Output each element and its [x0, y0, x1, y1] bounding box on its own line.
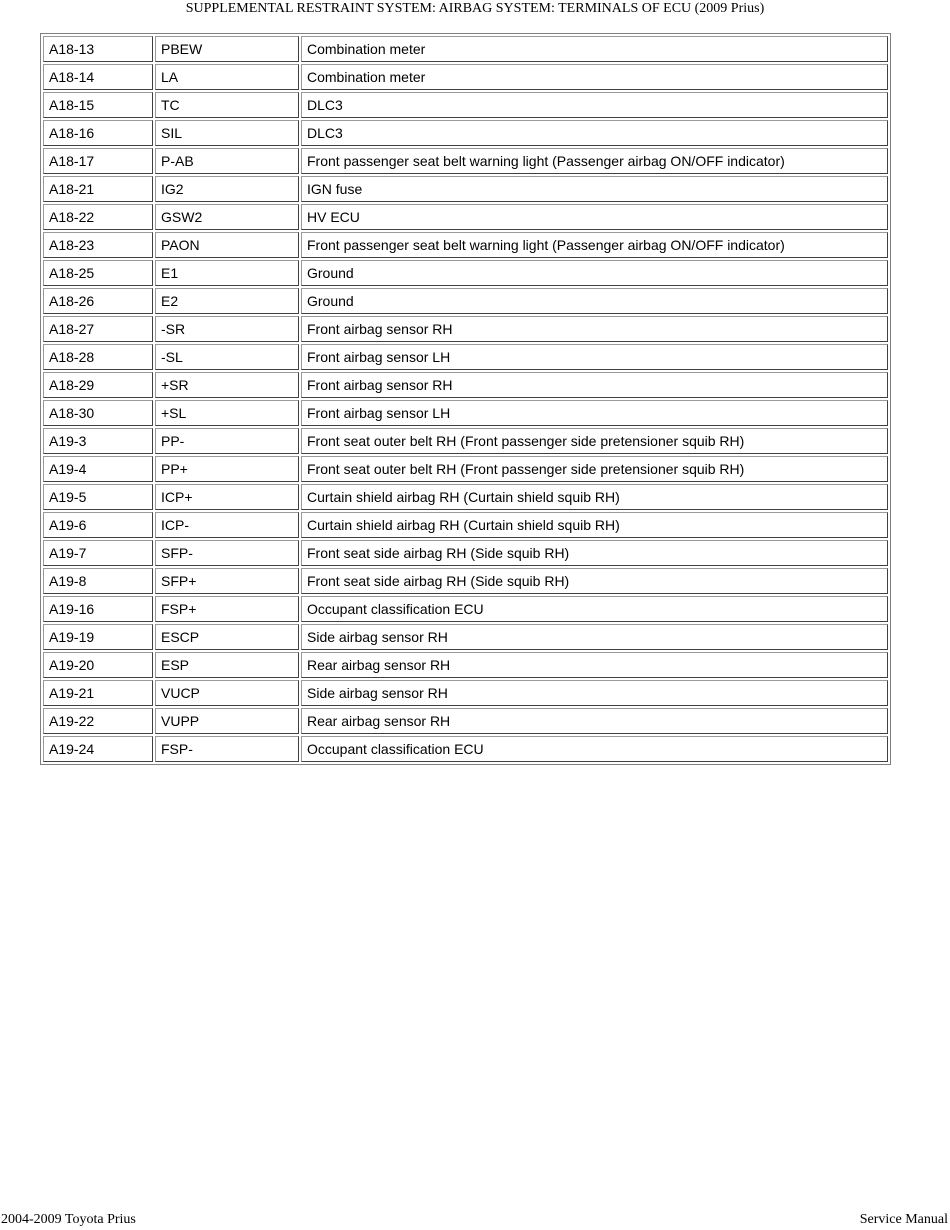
connection-cell: Front airbag sensor LH — [301, 344, 888, 370]
symbol-cell: IG2 — [155, 176, 299, 202]
connection-cell: Front airbag sensor RH — [301, 316, 888, 342]
symbol-cell: PP- — [155, 428, 299, 454]
connection-cell: Side airbag sensor RH — [301, 624, 888, 650]
symbol-cell: GSW2 — [155, 204, 299, 230]
connection-cell: Front passenger seat belt warning light (Passenger airbag ON/OFF indicator) — [301, 232, 888, 258]
table-row — [43, 148, 888, 174]
table-row — [43, 680, 888, 706]
terminal-cell: A18-16 — [43, 120, 153, 146]
connection-cell: Occupant classification ECU — [301, 736, 888, 762]
table-row — [43, 316, 888, 342]
connection-cell: Curtain shield airbag RH (Curtain shield squib RH) — [301, 512, 888, 538]
symbol-cell: P-AB — [155, 148, 299, 174]
connection-cell: Front airbag sensor LH — [301, 400, 888, 426]
terminals-table-body — [43, 36, 888, 762]
symbol-cell: ICP+ — [155, 484, 299, 510]
terminal-cell: A18-23 — [43, 232, 153, 258]
connection-cell: Side airbag sensor RH — [301, 680, 888, 706]
table-row — [43, 204, 888, 230]
connection-cell: Front airbag sensor RH — [301, 372, 888, 398]
table-row — [43, 596, 888, 622]
symbol-cell: PBEW — [155, 36, 299, 62]
symbol-cell: FSP+ — [155, 596, 299, 622]
terminal-cell: A18-29 — [43, 372, 153, 398]
table-row — [43, 736, 888, 762]
table-row — [43, 92, 888, 118]
connection-cell: IGN fuse — [301, 176, 888, 202]
connection-cell: Rear airbag sensor RH — [301, 652, 888, 678]
page-footer — [0, 1212, 950, 1230]
table-row — [43, 512, 888, 538]
terminal-cell: A18-14 — [43, 64, 153, 90]
symbol-cell: ESCP — [155, 624, 299, 650]
symbol-cell: E1 — [155, 260, 299, 286]
connection-cell: Front seat outer belt RH (Front passenger side pretensioner squib RH) — [301, 456, 888, 482]
table-row — [43, 36, 888, 62]
symbol-cell: TC — [155, 92, 299, 118]
connection-cell: Occupant classification ECU — [301, 596, 888, 622]
terminal-cell: A19-20 — [43, 652, 153, 678]
footer-document-type: Service Manual — [859, 1212, 948, 1227]
symbol-cell: VUCP — [155, 680, 299, 706]
connection-cell: DLC3 — [301, 92, 888, 118]
table-row — [43, 120, 888, 146]
terminal-cell: A19-3 — [43, 428, 153, 454]
terminal-cell: A19-24 — [43, 736, 153, 762]
symbol-cell: +SR — [155, 372, 299, 398]
table-row — [43, 176, 888, 202]
connection-cell: Curtain shield airbag RH (Curtain shield squib RH) — [301, 484, 888, 510]
terminal-cell: A19-6 — [43, 512, 153, 538]
table-row — [43, 260, 888, 286]
symbol-cell: SFP+ — [155, 568, 299, 594]
table-row — [43, 708, 888, 734]
terminal-cell: A18-30 — [43, 400, 153, 426]
terminal-cell: A19-8 — [43, 568, 153, 594]
table-row — [43, 400, 888, 426]
connection-cell: Combination meter — [301, 64, 888, 90]
terminal-cell: A18-22 — [43, 204, 153, 230]
symbol-cell: PP+ — [155, 456, 299, 482]
terminals-table — [40, 33, 891, 765]
symbol-cell: +SL — [155, 400, 299, 426]
connection-cell: Front seat side airbag RH (Side squib RH) — [301, 540, 888, 566]
terminal-cell: A18-21 — [43, 176, 153, 202]
symbol-cell: -SR — [155, 316, 299, 342]
table-row — [43, 456, 888, 482]
symbol-cell: LA — [155, 64, 299, 90]
connection-cell: Front passenger seat belt warning light (Passenger airbag ON/OFF indicator) — [301, 148, 888, 174]
symbol-cell: ICP- — [155, 512, 299, 538]
table-row — [43, 568, 888, 594]
connection-cell: Rear airbag sensor RH — [301, 708, 888, 734]
terminal-cell: A18-26 — [43, 288, 153, 314]
symbol-cell: -SL — [155, 344, 299, 370]
terminal-cell: A18-15 — [43, 92, 153, 118]
symbol-cell: SFP- — [155, 540, 299, 566]
terminal-cell: A18-27 — [43, 316, 153, 342]
terminal-cell: A18-25 — [43, 260, 153, 286]
symbol-cell: VUPP — [155, 708, 299, 734]
connection-cell: Front seat side airbag RH (Side squib RH) — [301, 568, 888, 594]
footer-publication: 2004-2009 Toyota Prius — [1, 1212, 136, 1227]
table-row — [43, 344, 888, 370]
terminal-cell: A18-17 — [43, 148, 153, 174]
connection-cell: Combination meter — [301, 36, 888, 62]
symbol-cell: SIL — [155, 120, 299, 146]
terminal-cell: A19-19 — [43, 624, 153, 650]
terminal-cell: A18-13 — [43, 36, 153, 62]
terminal-cell: A19-22 — [43, 708, 153, 734]
terminal-cell: A19-21 — [43, 680, 153, 706]
table-row — [43, 288, 888, 314]
table-row — [43, 232, 888, 258]
connection-cell: Front seat outer belt RH (Front passenger side pretensioner squib RH) — [301, 428, 888, 454]
table-row — [43, 652, 888, 678]
table-row — [43, 428, 888, 454]
table-row — [43, 624, 888, 650]
terminal-cell: A18-28 — [43, 344, 153, 370]
table-row — [43, 64, 888, 90]
page-title: SUPPLEMENTAL RESTRAINT SYSTEM: AIRBAG SYSTEM: TERMINALS OF ECU (2009 Prius) — [185, 1, 765, 16]
symbol-cell: E2 — [155, 288, 299, 314]
symbol-cell: ESP — [155, 652, 299, 678]
symbol-cell: PAON — [155, 232, 299, 258]
table-row — [43, 372, 888, 398]
terminal-cell: A19-4 — [43, 456, 153, 482]
terminal-cell: A19-7 — [43, 540, 153, 566]
table-row — [43, 540, 888, 566]
connection-cell: DLC3 — [301, 120, 888, 146]
connection-cell: Ground — [301, 260, 888, 286]
table-row — [43, 484, 888, 510]
connection-cell: Ground — [301, 288, 888, 314]
terminal-cell: A19-16 — [43, 596, 153, 622]
connection-cell: HV ECU — [301, 204, 888, 230]
symbol-cell: FSP- — [155, 736, 299, 762]
terminal-cell: A19-5 — [43, 484, 153, 510]
